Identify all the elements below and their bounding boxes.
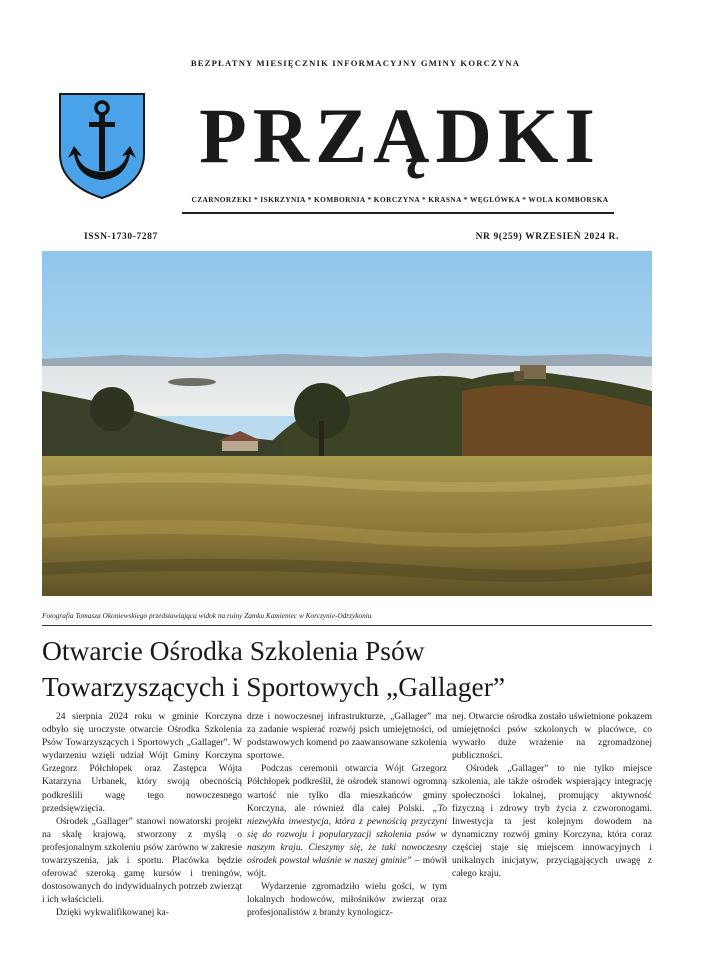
paragraph: 24 sierpnia 2024 roku w gminie Korczyna odbyło się uroczyste otwarcie Ośrodka Szkolenia Psów Towarzyszących i Sportowych „Gallager”. W wydarzeniu wzięli udział Wójt Gminy Korczyna Grzegorz Półchłopek oraz Zastępca Wójta Katarzyna Urbanek, który swoją obecnością podkreślili wagę tego nowoczesnego przedsięwzięcia. [42, 712, 242, 814]
article-column-3 [452, 711, 652, 881]
anchor-coat-of-arms-icon [58, 92, 146, 200]
headline-line-1: Otwarcie Ośrodka Szkolenia Psów [42, 635, 425, 666]
paragraph: Ośrodek „Gallager” to nie tylko miejsce szkolenia, ale także ośrodek wspierający integrację społeczności lokalnej, promujący aktywność fizyczną i zdrowy tryb życia z czworonogami. Inwestycja ta jest kolejnym dowodem na dynamiczny rozwój gminy Korczyna, która coraz częściej staje się miejscem innowacyjnych i unikalnych inicjatyw, przyciągających uwagę z całego kraju. [452, 764, 652, 880]
newsletter-title: PRZĄDKI [199, 92, 601, 179]
headline-line-2: Towarzyszących i Sportowych „Gallager” [42, 671, 506, 702]
villages-list: CZARNORZEKI * ISKRZYNIA * KOMBORNIA * KORCZYNA * KRASNA * WĘGLÓWKA * WOLA KOMBORSKA [191, 195, 609, 204]
article-column-1 [42, 711, 242, 921]
paragraph [247, 763, 447, 881]
newsletter-tagline: BEZPŁATNY MIESIĘCZNIK INFORMACYJNY GMINY KORCZYNA [190, 58, 521, 68]
paragraph: drze i nowoczesnej infrastrukturze, „Gallager” ma za zadanie wspierać rozwój psich umiejętności, od podstawowych komend po zaawansowane szkolenia sportowe. [247, 712, 447, 762]
caption-divider [42, 625, 652, 626]
issn-number: ISSN-1730-7287 [84, 232, 158, 242]
paragraph-text: – mówił wójt. [247, 856, 447, 880]
photo-caption: Fotografia Tomasza Okoniewskiego przedstawiająca widok na ruiny Zamku Kamieniec w Korczynie-Odrzykoniu [42, 611, 372, 620]
paragraph: Ośrodek „Gallager” stanowi nowatorski projekt na skalę krajową, stworzony z myślą o profesjonalnym szkoleniu psów zarówno w zakresie towarzyszenia, jak i sportu. Placówka będzie oferować szeroką gamę kursów i treningów, dostosowanych do indywidualnych potrzeb zwierząt i ich właścicieli. [42, 816, 242, 906]
castle-landscape-photo [42, 251, 652, 596]
mayor-quote: „To niezwykła inwestycja, która z pewnością przyczyni się do rozwoju i popularyzacji szkolenia psów w naszym kraju. Cieszymy się, że taki nowoczesny ośrodek powstał właśnie w naszej gminie” [247, 803, 448, 867]
article-column-2 [247, 711, 447, 921]
masthead-divider [182, 212, 614, 214]
issue-number-date: NR 9(259) WRZESIEŃ 2024 R. [475, 232, 619, 242]
article-headline [42, 633, 662, 705]
paragraph: Dzięki wykwalifikowanej ka- [56, 908, 169, 919]
paragraph: Wydarzenie zgromadziło wielu gości, w tym lokalnych hodowców, miłośników zwierząt oraz profesjonalistów z branży kynologicz- [247, 882, 447, 919]
paragraph-text: Podczas ceremonii otwarcia Wójt Grzegorz Półchłopek podkreślił, że ośrodek stanowi ogromną wartość nie tylko dla mieszkańców gminy Korczyna, ale również dla całej Polski. [247, 764, 447, 814]
paragraph: nej. Otwarcie ośrodka zostało uświetnione pokazem umiejętności psów szkolonych w placówce, co wywarło duże wrażenie na zgromadzonej publiczności. [452, 712, 652, 762]
